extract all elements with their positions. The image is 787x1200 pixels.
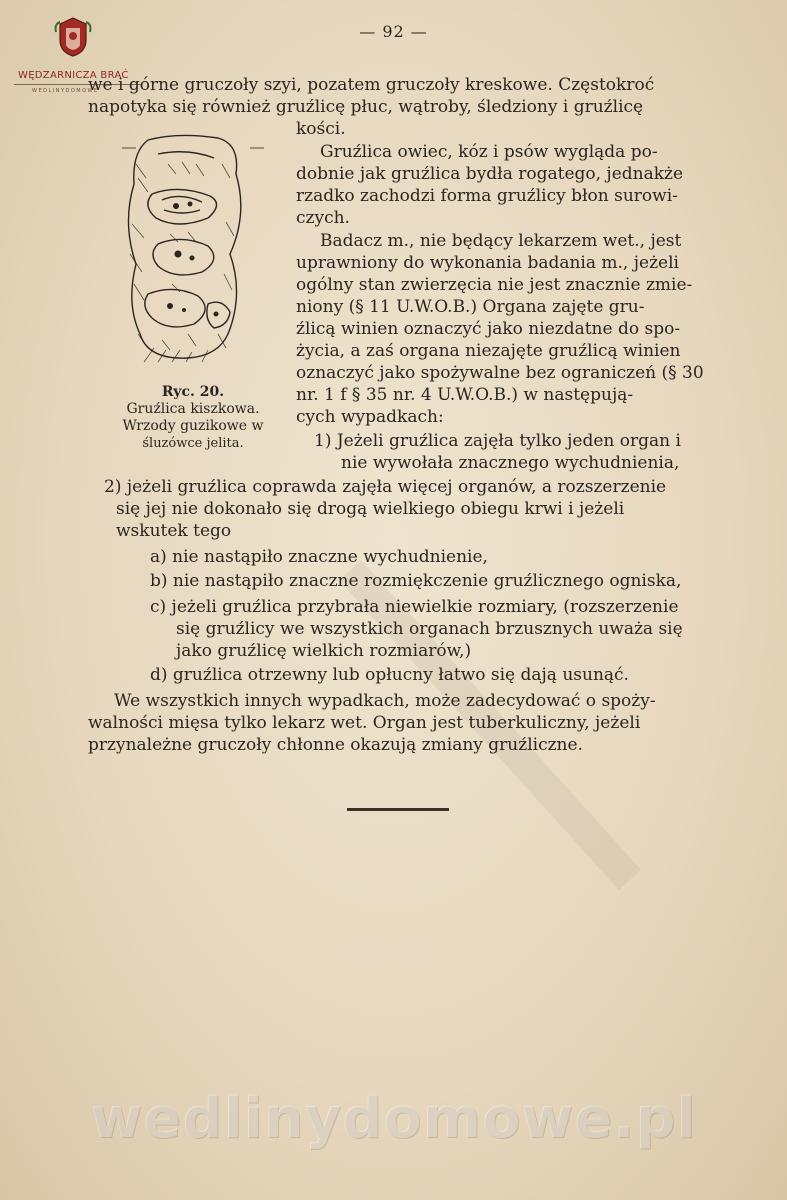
text-line: nr. 1 f § 35 nr. 4 U.W.O.B.) w następują- bbox=[296, 385, 634, 405]
text-line: rzadko zachodzi forma gruźlicy błon surowi- bbox=[296, 186, 678, 206]
faint-watermark-stamp bbox=[340, 560, 640, 890]
text-line: uprawniony do wykonania badania m., jeżeli bbox=[296, 253, 679, 273]
text-line: życia, a zaś organa niezajęte gruźlicą winien bbox=[296, 341, 681, 361]
page-number: — 92 — bbox=[359, 22, 428, 41]
text-line: przynależne gruczoły chłonne okazują zmiany gruźliczne. bbox=[88, 735, 583, 755]
logo-subtitle: WEDLINYDOMOWE bbox=[32, 88, 99, 94]
list-item: 2) jeżeli gruźlica coprawda zajęła więcej organów, a rozszerzenie bbox=[104, 477, 667, 497]
text-line: napotyka się również gruźlicę płuc, wątroby, śledziony i gruźlicę bbox=[88, 97, 644, 117]
site-watermark: wedlinydomowe.pl bbox=[90, 1086, 697, 1151]
logo-title: WĘDZARNICZA BRAĆ bbox=[18, 70, 129, 81]
sub-list-item-continuation: jako gruźlicę wielkich rozmiarów,) bbox=[176, 641, 472, 661]
list-item-continuation: nie wywołała znacznego wychudnienia, bbox=[341, 453, 680, 473]
figure-label: Ryc. 20. bbox=[161, 384, 225, 400]
text-line: niony (§ 11 U.W.O.B.) Organa zajęte gru- bbox=[296, 297, 645, 317]
text-line: we i górne gruczoły szyi, pozatem gruczoły kreskowe. Częstokroć bbox=[88, 75, 655, 95]
text-line: oznaczyć jako spożywalne bez ograniczeń (§ 30 bbox=[296, 363, 704, 383]
text-line: We wszystkich innych wypadkach, może zadecydować o spoży- bbox=[114, 691, 656, 711]
text-line: walności mięsa tylko lekarz wet. Organ jest tuberkuliczny, jeżeli bbox=[88, 713, 641, 733]
text-line: Badacz m., nie będący lekarzem wet., jest bbox=[320, 231, 682, 251]
text-line: ogólny stan zwierzęcia nie jest znacznie zmie- bbox=[296, 275, 693, 295]
sub-list-item: d) gruźlica otrzewny lub opłucny łatwo się dają usunąć. bbox=[150, 665, 629, 685]
text-line: cych wypadkach: bbox=[296, 407, 444, 427]
text-line: źlicą winien oznaczyć jako niezdatne do spo- bbox=[296, 319, 681, 339]
list-item-continuation: się jej nie dokonało się drogą wielkiego obiegu krwi i jeżeli bbox=[116, 499, 625, 519]
text-line: dobnie jak gruźlica bydła rogatego, jednakże bbox=[296, 164, 684, 184]
figure-title: Gruźlica kiszkowa. bbox=[126, 401, 260, 417]
sub-list-item-continuation: się gruźlicy we wszystkich organach brzusznych uważa się bbox=[176, 619, 683, 639]
intestine-illustration bbox=[118, 134, 266, 366]
list-item: 1) Jeżeli gruźlica zajęła tylko jeden organ i bbox=[314, 431, 681, 451]
text-line: czych. bbox=[296, 208, 350, 228]
sub-list-item: b) nie nastąpiło znaczne rozmiękczenie gruźlicznego ogniska, bbox=[150, 571, 682, 591]
figure-caption-line: śluzówce jelita. bbox=[142, 436, 244, 451]
sub-list-item: a) nie nastąpiło znaczne wychudnienie, bbox=[150, 547, 488, 567]
text-line: Gruźlica owiec, kóz i psów wygląda po- bbox=[320, 142, 658, 162]
figure-caption-line: Wrzody guzikowe w bbox=[122, 418, 264, 434]
text-line: kości. bbox=[296, 119, 346, 139]
list-item-continuation: wskutek tego bbox=[116, 521, 232, 541]
sub-list-item: c) jeżeli gruźlica przybrała niewielkie rozmiary, (rozszerzenie bbox=[150, 597, 679, 617]
